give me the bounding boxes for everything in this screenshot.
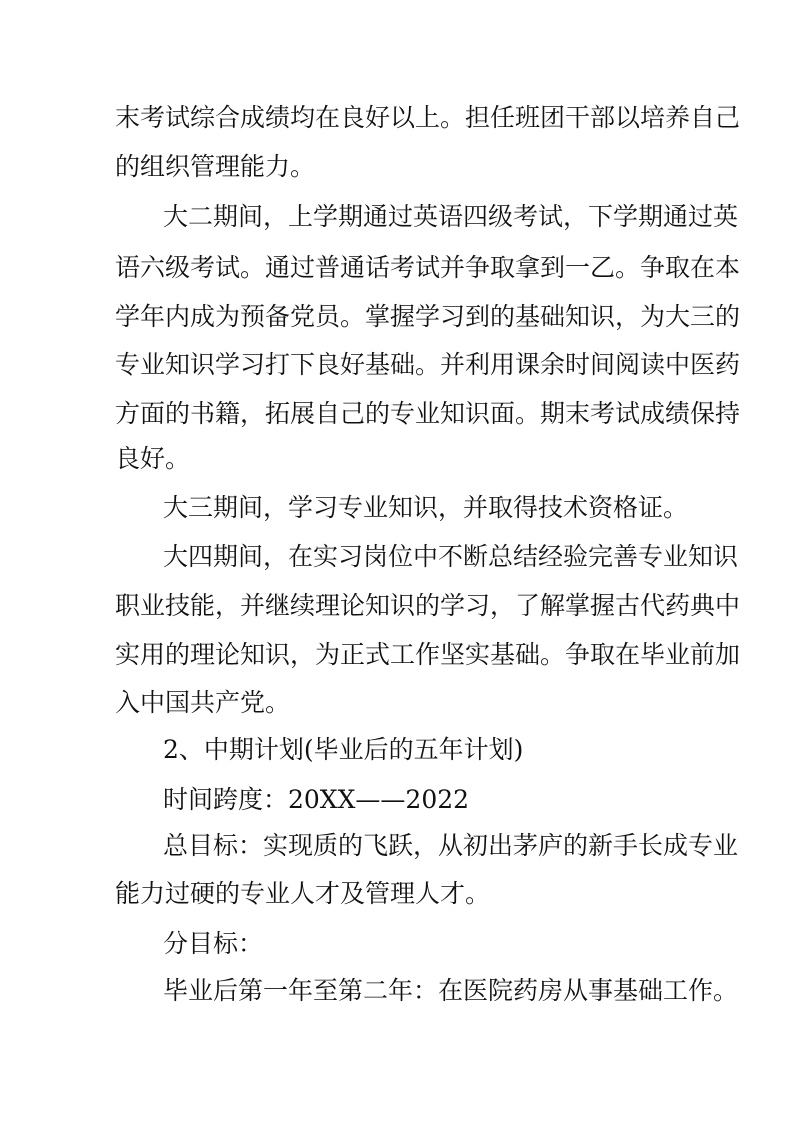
text-line: 末考试综合成绩均在良好以上。担任班团干部以培养自己	[115, 103, 741, 132]
paragraph-start-line: 总目标：实现质的飞跃，从初出茅庐的新手长成专业	[163, 831, 739, 860]
paragraph-start-line: 大四期间，在实习岗位中不断总结经验完善专业知识	[163, 542, 739, 571]
section-heading: 2、中期计划(毕业后的五年计划)	[163, 735, 524, 764]
text-line: 实用的理论知识，为正式工作坚实基础。争取在毕业前加	[115, 640, 741, 669]
subheading-line: 分目标：	[163, 929, 264, 958]
text-line: 的组织管理能力。	[115, 152, 316, 181]
text-line: 能力过硬的专业人才及管理人才。	[115, 879, 491, 908]
time-span-line: 时间跨度：20XX——2022	[163, 785, 470, 814]
text-line: 毕业后第一年至第二年：在医院药房从事基础工作。	[163, 976, 739, 1005]
paragraph-start-line: 大二期间，上学期通过英语四级考试，下学期通过英	[163, 202, 739, 231]
text-line: 方面的书籍，拓展自己的专业知识面。期末考试成绩保持	[115, 399, 741, 428]
text-line: 入中国共产党。	[115, 688, 291, 717]
text-line: 职业技能，并继续理论知识的学习，了解掌握古代药典中	[115, 591, 741, 620]
text-line: 专业知识学习打下良好基础。并利用课余时间阅读中医药	[115, 350, 741, 379]
text-line: 学年内成为预备党员。掌握学习到的基础知识，为大三的	[115, 302, 741, 331]
text-line: 语六级考试。通过普通话考试并争取拿到一乙。争取在本	[115, 253, 741, 282]
text-line: 良好。	[115, 444, 191, 473]
paragraph-start-line: 大三期间，学习专业知识，并取得技术资格证。	[163, 493, 689, 522]
